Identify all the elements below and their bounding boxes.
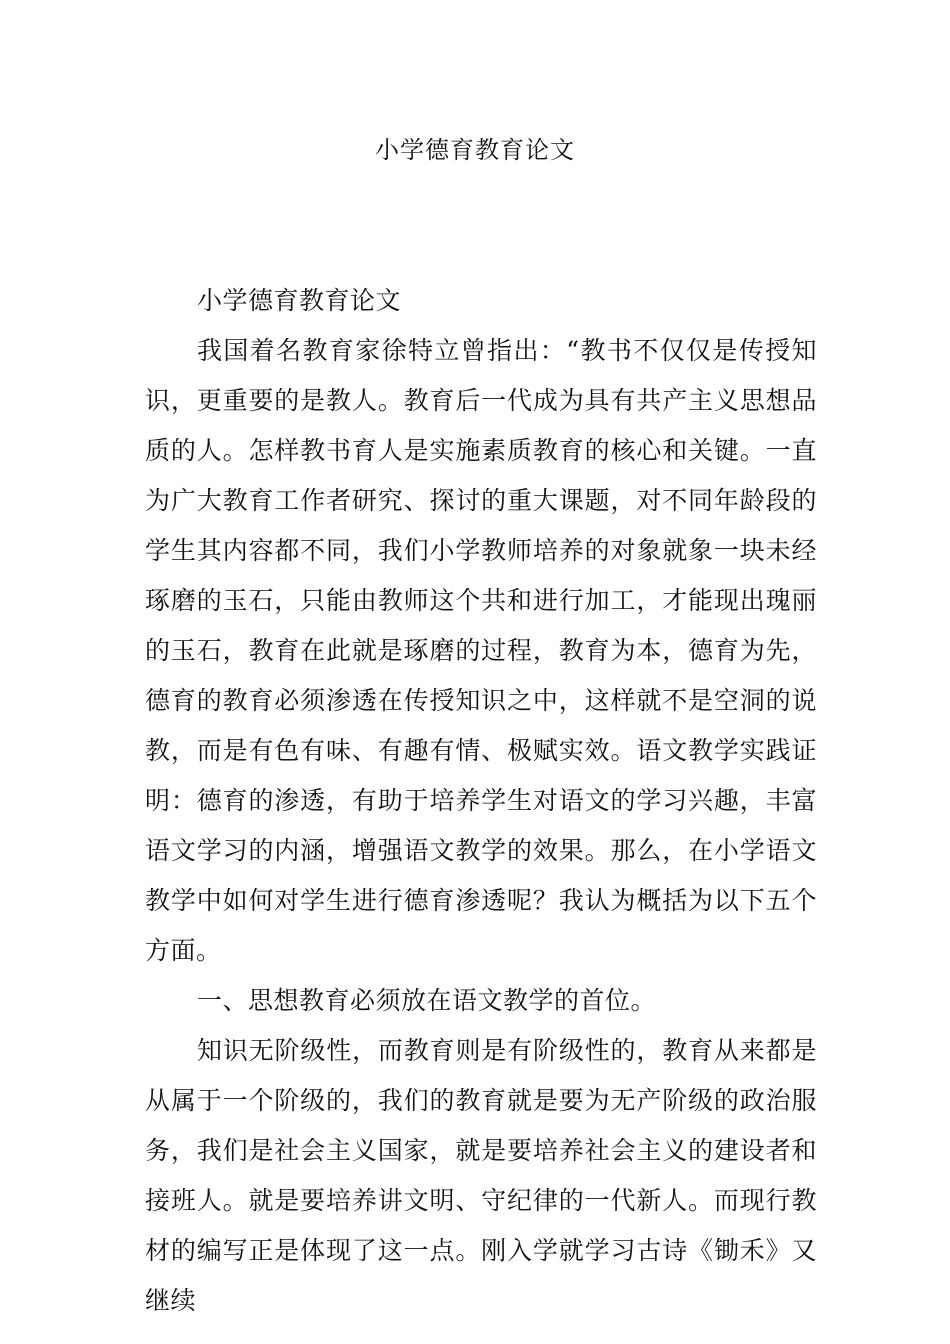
section-heading-1: 一、思想教育必须放在语文教学的首位。: [197, 986, 657, 1015]
document-title: 小学德育教育论文: [375, 136, 575, 164]
document-body: [145, 276, 817, 1326]
paragraph-section-1: 知识无阶级性，而教育则是有阶级性的，教育从来都是从属于一个阶级的，我们的教育就是要为无产阶级的政治服务，我们是社会主义国家，就是要培养社会主义的建设者和接班人。就是要培养讲文明、守纪律的一代新人。而现行教材的编写正是体现了这一点。刚入学就学习古诗《锄禾》又继续: [145, 1036, 817, 1315]
paragraph-heading: 小学德育教育论文: [197, 286, 402, 315]
paragraph-intro: 我国着名教育家徐特立曾指出：“教书不仅仅是传授知识，更重要的是教人。教育后一代成为具有共产主义思想品质的人。怎样教书育人是实施素质教育的核心和关键。一直为广大教育工作者研究、探讨的重大课题，对不同年龄段的学生其内容都不同，我们小学教师培养的对象就象一块未经琢磨的玉石，只能由教师这个共和进行加工，才能现出瑰丽的玉石，教育在此就是琢磨的过程，教育为本，德育为先，德育的教育必须渗透在传授知识之中，这样就不是空洞的说教，而是有色有味、有趣有情、极赋实效。语文教学实践证明：德育的渗透，有助于培养学生对语文的学习兴趣，丰富语文学习的内涵，增强语文教学的效果。那么，在小学语文教学中如何对学生进行德育渗透呢？我认为概括为以下五个方面。: [145, 336, 817, 965]
